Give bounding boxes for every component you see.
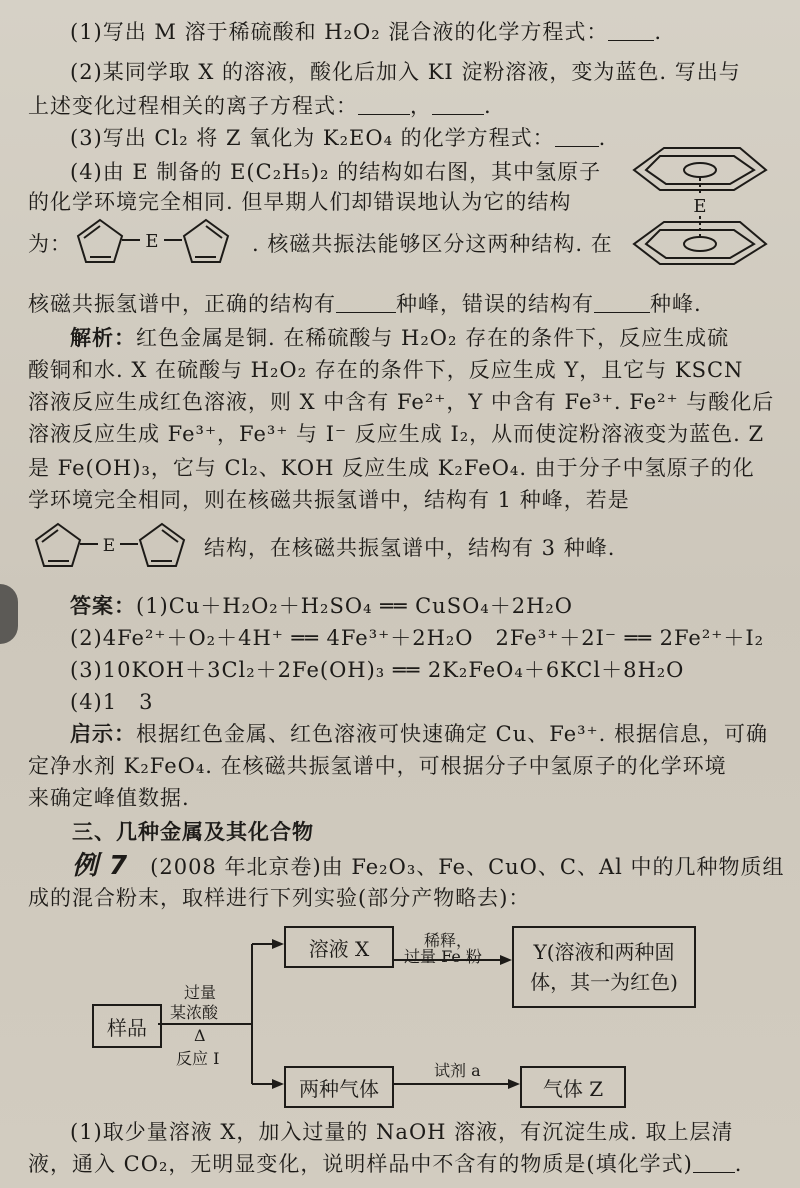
wrong-structure-diagram-2 [22, 518, 202, 576]
analysis-line1: 解析：红色金属是铜. 在稀硫酸与 H₂O₂ 存在的条件下，反应生成硫 [70, 325, 730, 350]
analysis-line4: 溶液反应生成 Fe³⁺，Fe³⁺ 与 I⁻ 反应生成 I₂，从而使淀粉溶液变为蓝色. Z [28, 422, 765, 446]
question-1: (1)写出 M 溶于稀硫酸和 H₂O₂ 混合液的化学方程式： . [70, 20, 663, 44]
condition-reaction: 反应 I [176, 1049, 220, 1068]
question-2-line1: (2)某同学取 X 的溶液，酸化后加入 KI 淀粉溶液，变为蓝色. 写出与 [70, 60, 741, 84]
answer-blank [555, 126, 599, 147]
page-edge-tab [0, 584, 18, 644]
example-intro-line1: 例 7 (2008 年北京卷)由 Fe₂O₃、Fe、CuO、C、Al 中的几种物质组 [72, 851, 785, 881]
answer-blank [608, 20, 654, 41]
answer-line1: 答案：(1)Cu＋H₂O₂＋H₂SO₄ ══ CuSO₄＋2H₂O [70, 593, 574, 618]
two-gases-box: 两种气体 [284, 1066, 394, 1108]
y-box-line2: 体，其一为红色) [530, 970, 678, 994]
section-heading: 三、几种金属及其化合物 [72, 820, 314, 844]
gas-z-box: 气体 Z [520, 1066, 626, 1108]
condition-excess: 过量 [184, 983, 217, 1002]
question-3: (3)写出 Cl₂ 将 Z 氧化为 K₂EO₄ 的化学方程式： . [70, 126, 607, 150]
question-4-line1: (4)由 E 制备的 E(C₂H₅)₂ 的结构如右图，其中氢原子 [70, 160, 602, 184]
analysis-line5: 是 Fe(OH)₃，它与 Cl₂、KOH 反应生成 K₂FeO₄. 由于分子中氢原子的化 [28, 456, 755, 480]
y-box [512, 926, 696, 1008]
sandwich-structure-diagram [630, 140, 770, 270]
question-last-line1: (1)取少量溶液 X，加入过量的 NaOH 溶液，有沉淀生成. 取上层清 [70, 1120, 734, 1144]
question-4-line4: 核磁共振氢谱中，正确的结构有 种峰，错误的结构有 种峰. [28, 292, 702, 316]
question-2-line2: 上述变化过程相关的离子方程式： ， . [28, 94, 492, 118]
answer-line4: (4)1 3 [70, 690, 154, 714]
metal-label: E [693, 196, 707, 217]
condition-acid: 某浓酸 [170, 1003, 219, 1022]
reagent-a-label: 试剂 a [434, 1061, 481, 1080]
answer-blank [336, 292, 396, 313]
sample-box: 样品 [92, 1004, 162, 1048]
metal-label: E [145, 231, 159, 252]
question-4-line3: 为： . 核磁共振法能够区分这两种结构. 在 [28, 232, 613, 256]
analysis-line3: 溶液反应生成红色溶液，则 X 中含有 Fe²⁺，Y 中含有 Fe³⁺. Fe²⁺ 与酸化后 [28, 390, 775, 414]
metal-label: E [102, 536, 116, 556]
analysis-line2: 酸铜和水. X 在硫酸与 H₂O₂ 存在的条件下，反应生成 Y，且它与 KSCN [28, 358, 744, 382]
condition-dilute: 稀释， [424, 931, 473, 950]
question-last-line2: 液，通入 CO₂，无明显变化，说明样品中不含有的物质是(填化学式) . [28, 1152, 743, 1176]
answer-blank [432, 94, 484, 115]
solution-x-box: 溶液 X [284, 926, 394, 968]
hint-line1: 启示：根据红色金属、红色溶液可快速确定 Cu、Fe³⁺. 根据信息，可确 [70, 721, 768, 746]
answer-line3: (3)10KOH＋3Cl₂＋2Fe(OH)₃ ══ 2K₂FeO₄＋6KCl＋8H₂O [70, 658, 685, 682]
hint-line2: 定净水剂 K₂FeO₄. 在核磁共振氢谱中，可根据分子中氢原子的化学环境 [28, 754, 727, 778]
answer-blank [693, 1152, 735, 1173]
hint-line3: 来确定峰值数据. [28, 786, 190, 810]
analysis-line7: 结构，在核磁共振氢谱中，结构有 3 种峰. [204, 536, 616, 560]
example-label: 例 7 [72, 851, 129, 881]
condition-fe-powder: 过量 Fe 粉 [404, 947, 482, 966]
example-intro-line2: 成的混合粉末，取样进行下列实验(部分产物略去)： [28, 886, 531, 910]
analysis-line6: 学环境完全相同，则在核磁共振氢谱中，结构有 1 种峰，若是 [28, 488, 630, 512]
y-box-line1: Y(溶液和两种固 [533, 940, 675, 964]
answer-blank [358, 94, 410, 115]
answer-blank [594, 292, 650, 313]
wrong-structure-diagram [60, 212, 250, 272]
condition-heat: Δ [194, 1026, 206, 1045]
question-4-line2: 的化学环境完全相同. 但早期人们却错误地认为它的结构 [28, 190, 572, 214]
answer-line2: (2)4Fe²⁺＋O₂＋4H⁺ ══ 4Fe³⁺＋2H₂O 2Fe³⁺＋2I⁻ ══ 2Fe²⁺＋I₂ [70, 626, 765, 650]
